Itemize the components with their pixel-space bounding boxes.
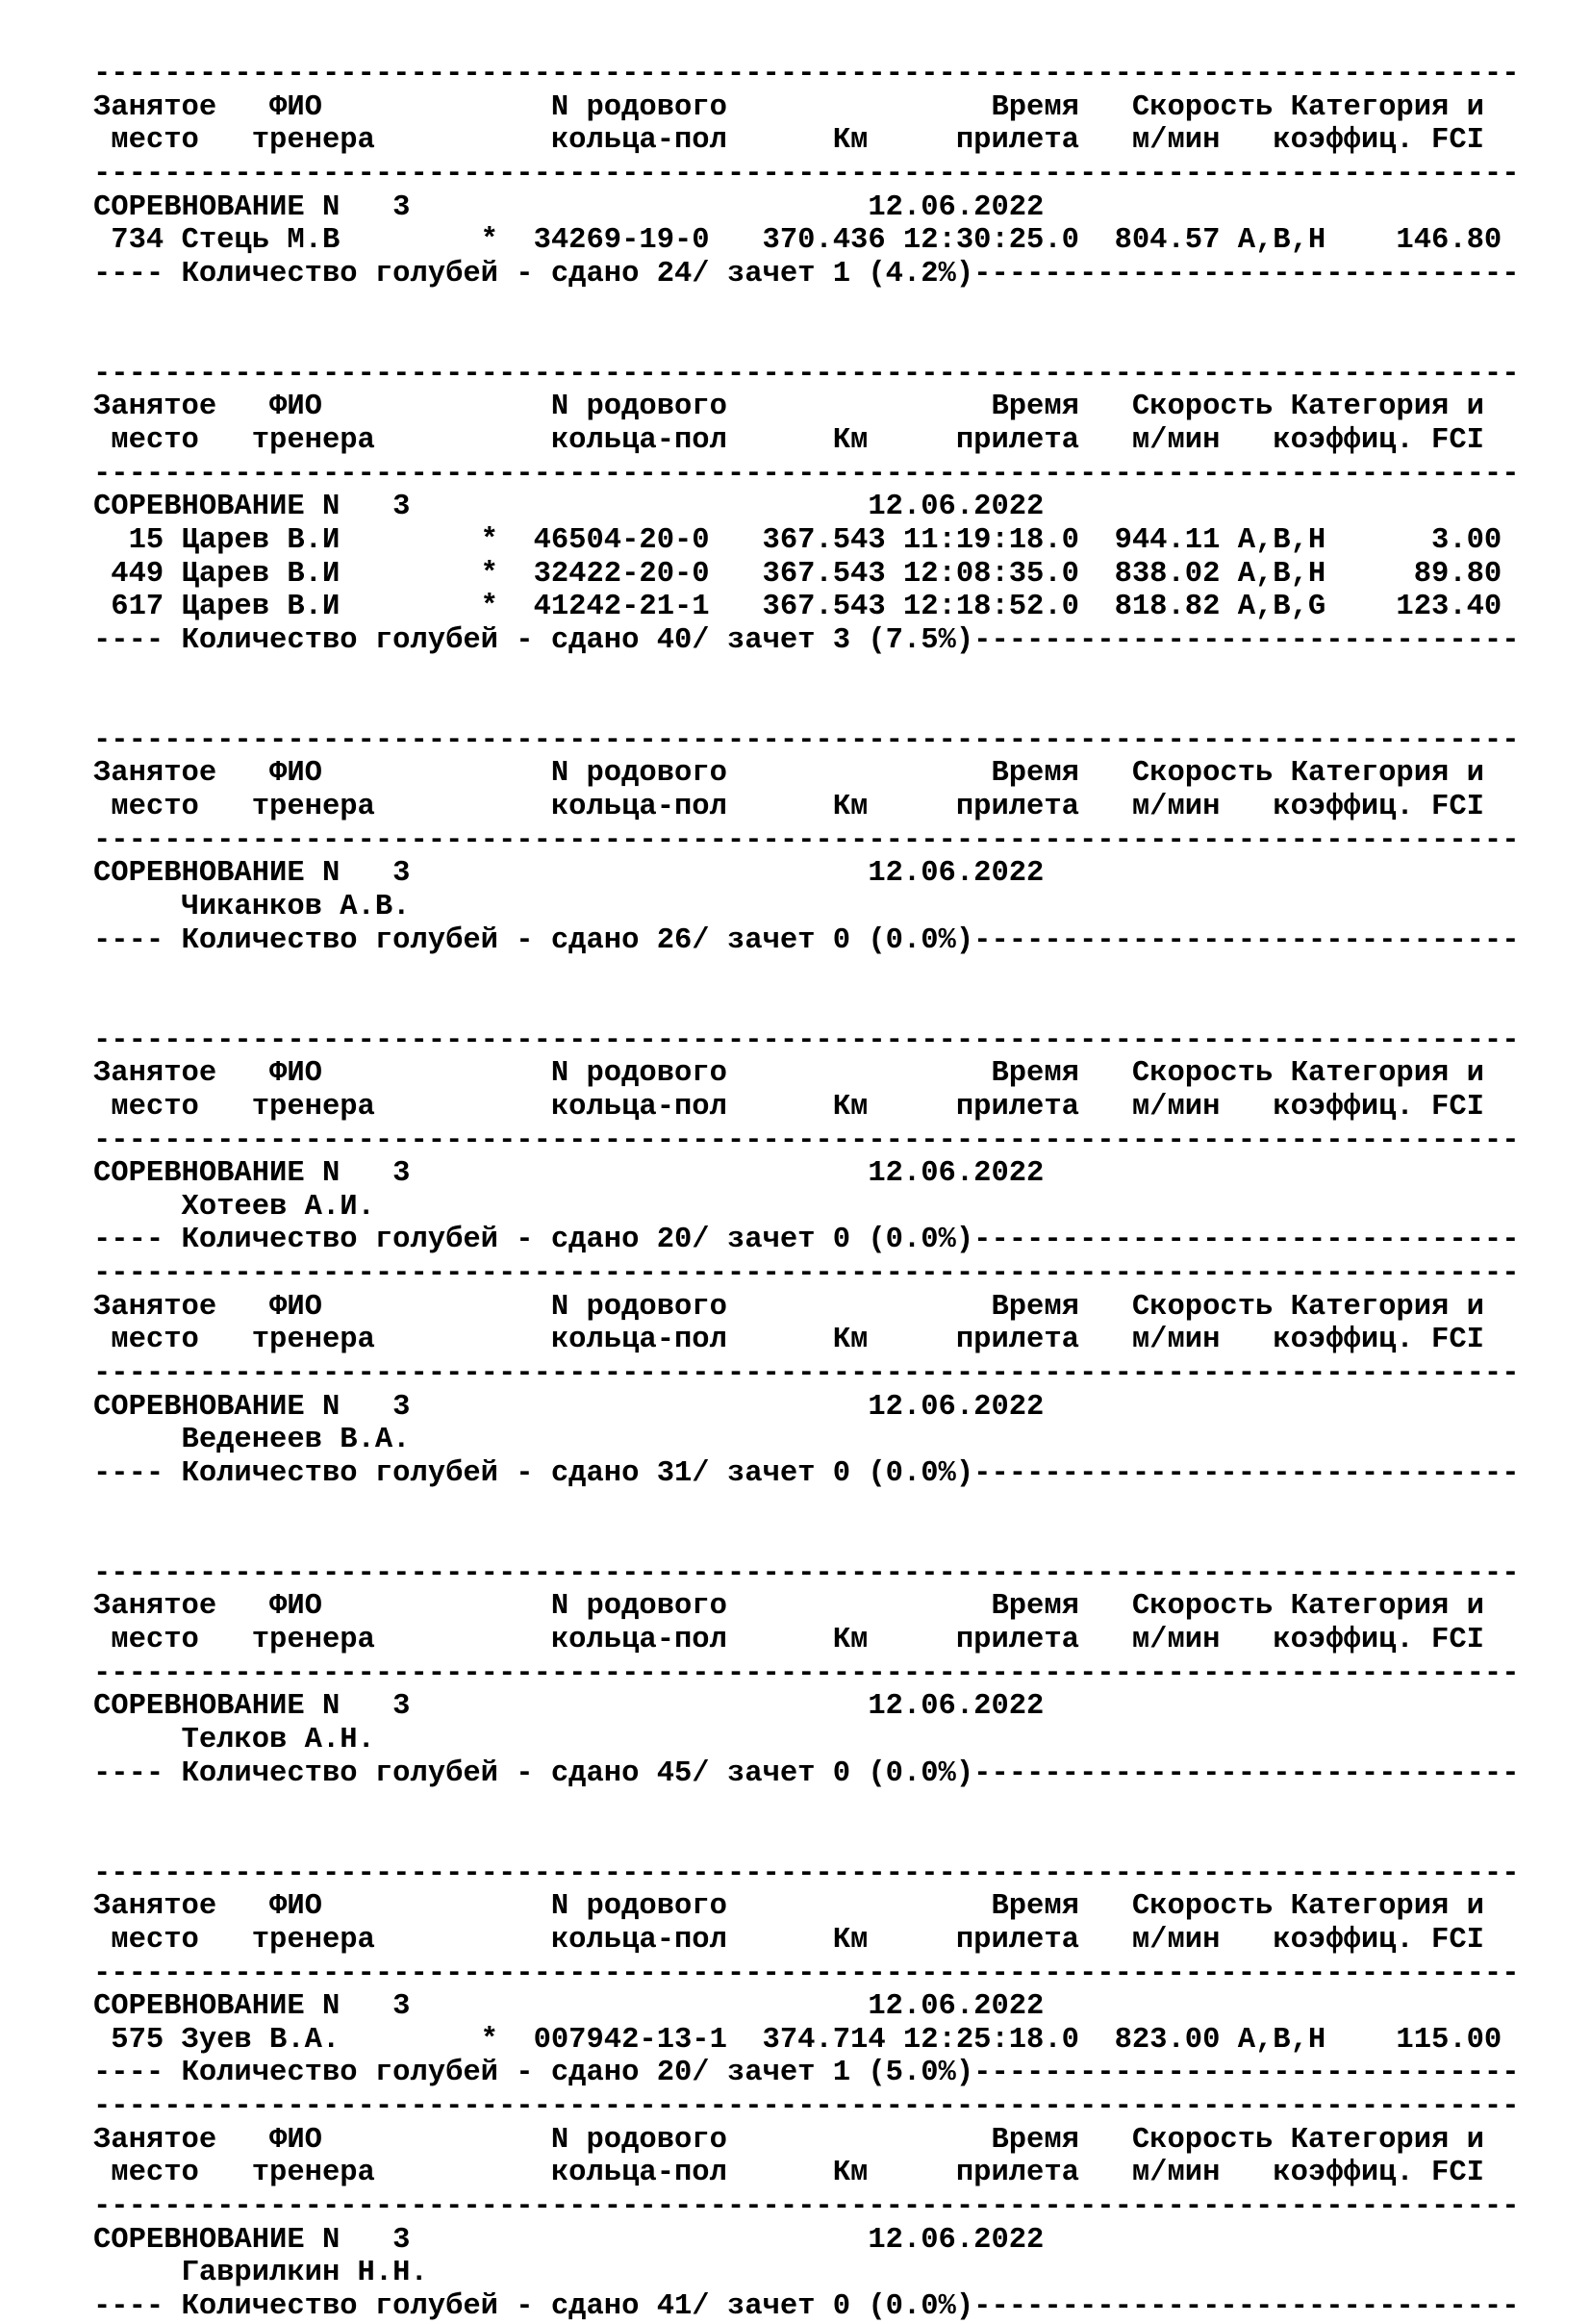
column-header-line-2: место тренера кольца-пол Км прилета м/мин коэффиц. FCI [93,1923,1484,1957]
column-header-line-1: Занятое ФИО N родового Время Скорость Категория и [93,1590,1484,1624]
separator-line: --------------------------------------------------------------------------------- [93,2190,1520,2223]
column-header-line-1: Занятое ФИО N родового Время Скорость Категория и [93,1290,1484,1324]
summary-line: ---- Количество голубей - сдано 31/ зачет 0 (0.0%)------------------------------- [93,1456,1520,1490]
competition-line: СОРЕВНОВАНИЕ N 3 12.06.2022 [93,1390,1045,1424]
blank-line [93,1491,1536,1525]
result-section [93,1257,1536,1524]
competition-line: СОРЕВНОВАНИЕ N 3 12.06.2022 [93,1990,1045,2024]
result-row: Гаврилкин Н.Н. [93,2257,428,2290]
blank-line [93,290,1536,324]
competition-line: СОРЕВНОВАНИЕ N 3 12.06.2022 [93,857,1045,891]
blank-line [93,658,1536,692]
result-row: Веденеев В.А. [93,1424,411,1457]
result-row: 617 Царев В.И * 41242-21-1 367.543 12:18:52.0 818.82 A,B,G 123.40 [93,591,1503,624]
result-section [93,58,1536,324]
separator-line: --------------------------------------------------------------------------------- [93,1556,1520,1590]
blank-line [93,991,1536,1024]
result-row: Хотеев А.И. [93,1190,375,1224]
blank-line [93,324,1536,358]
result-section [93,2090,1536,2323]
summary-line: ---- Количество голубей - сдано 24/ зачет 1 (4.2%)------------------------------- [93,257,1520,290]
summary-line: ---- Количество голубей - сдано 41/ зачет 0 (0.0%)------------------------------- [93,2289,1520,2323]
competition-line: СОРЕВНОВАНИЕ N 3 12.06.2022 [93,491,1045,524]
summary-line: ---- Количество голубей - сдано 45/ зачет 0 (0.0%)------------------------------- [93,1756,1520,1790]
result-section [93,691,1536,991]
column-header-line-2: место тренера кольца-пол Км прилета м/мин коэффиц. FCI [93,1090,1484,1124]
blank-line [93,691,1536,724]
separator-line: --------------------------------------------------------------------------------- [93,2090,1520,2124]
summary-line: ---- Количество голубей - сдано 26/ зачет 0 (0.0%)------------------------------- [93,923,1520,957]
separator-line: --------------------------------------------------------------------------------- [93,1957,1520,1990]
blank-line [93,1790,1536,1824]
column-header-line-2: место тренера кольца-пол Км прилета м/мин коэффиц. FCI [93,424,1484,458]
separator-line: --------------------------------------------------------------------------------- [93,457,1520,491]
summary-line: ---- Количество голубей - сдано 20/ зачет 1 (5.0%)------------------------------- [93,2057,1520,2090]
column-header-line-1: Занятое ФИО N родового Время Скорость Категория и [93,757,1484,791]
separator-line: --------------------------------------------------------------------------------- [93,823,1520,857]
competition-line: СОРЕВНОВАНИЕ N 3 12.06.2022 [93,1690,1045,1724]
result-section [93,324,1536,691]
result-section [93,1824,1536,2090]
results-document [93,58,1536,2324]
result-row: 575 Зуев В.А. * 007942-13-1 374.714 12:25:18.0 823.00 A,B,H 115.00 [93,2023,1503,2057]
blank-line [93,1824,1536,1857]
column-header-line-1: Занятое ФИО N родового Время Скорость Категория и [93,391,1484,424]
separator-line: --------------------------------------------------------------------------------- [93,58,1520,90]
blank-line [93,1524,1536,1557]
separator-line: --------------------------------------------------------------------------------- [93,723,1520,757]
column-header-line-2: место тренера кольца-пол Км прилета м/мин коэффиц. FCI [93,1324,1484,1357]
result-row: 734 Стець М.В * 34269-19-0 370.436 12:30:25.0 804.57 A,B,H 146.80 [93,224,1503,258]
competition-line: СОРЕВНОВАНИЕ N 3 12.06.2022 [93,190,1045,224]
column-header-line-1: Занятое ФИО N родового Время Скорость Категория и [93,90,1484,124]
competition-line: СОРЕВНОВАНИЕ N 3 12.06.2022 [93,1157,1045,1191]
separator-line: --------------------------------------------------------------------------------- [93,357,1520,391]
summary-line: ---- Количество голубей - сдано 40/ зачет 3 (7.5%)------------------------------- [93,623,1520,657]
column-header-line-2: место тренера кольца-пол Км прилета м/мин коэффиц. FCI [93,1624,1484,1657]
column-header-line-1: Занятое ФИО N родового Время Скорость Категория и [93,2123,1484,2157]
separator-line: --------------------------------------------------------------------------------- [93,1023,1520,1057]
separator-line: --------------------------------------------------------------------------------- [93,1257,1520,1291]
result-row: Чиканков А.В. [93,891,411,924]
summary-line: ---- Количество голубей - сдано 20/ зачет 0 (0.0%)------------------------------- [93,1224,1520,1257]
column-header-line-2: место тренера кольца-пол Км прилета м/мин коэффиц. FCI [93,791,1484,824]
result-row: 15 Царев В.И * 46504-20-0 367.543 11:19:18.0 944.11 A,B,H 3.00 [93,523,1503,557]
separator-line: --------------------------------------------------------------------------------- [93,1656,1520,1690]
result-row: 449 Царев В.И * 32422-20-0 367.543 12:08:35.0 838.02 A,B,H 89.80 [93,557,1503,591]
column-header-line-2: место тренера кольца-пол Км прилета м/мин коэффиц. FCI [93,124,1484,158]
result-section [93,991,1536,1257]
separator-line: --------------------------------------------------------------------------------- [93,1124,1520,1157]
column-header-line-1: Занятое ФИО N родового Время Скорость Категория и [93,1890,1484,1924]
column-header-line-2: место тренера кольца-пол Км прилета м/мин коэффиц. FCI [93,2157,1484,2190]
separator-line: --------------------------------------------------------------------------------- [93,1857,1520,1890]
separator-line: --------------------------------------------------------------------------------- [93,1356,1520,1390]
separator-line: --------------------------------------------------------------------------------- [93,157,1520,190]
competition-line: СОРЕВНОВАНИЕ N 3 12.06.2022 [93,2223,1045,2257]
column-header-line-1: Занятое ФИО N родового Время Скорость Категория и [93,1057,1484,1091]
blank-line [93,957,1536,991]
result-row: Телков А.Н. [93,1724,375,1757]
result-section [93,1524,1536,1824]
